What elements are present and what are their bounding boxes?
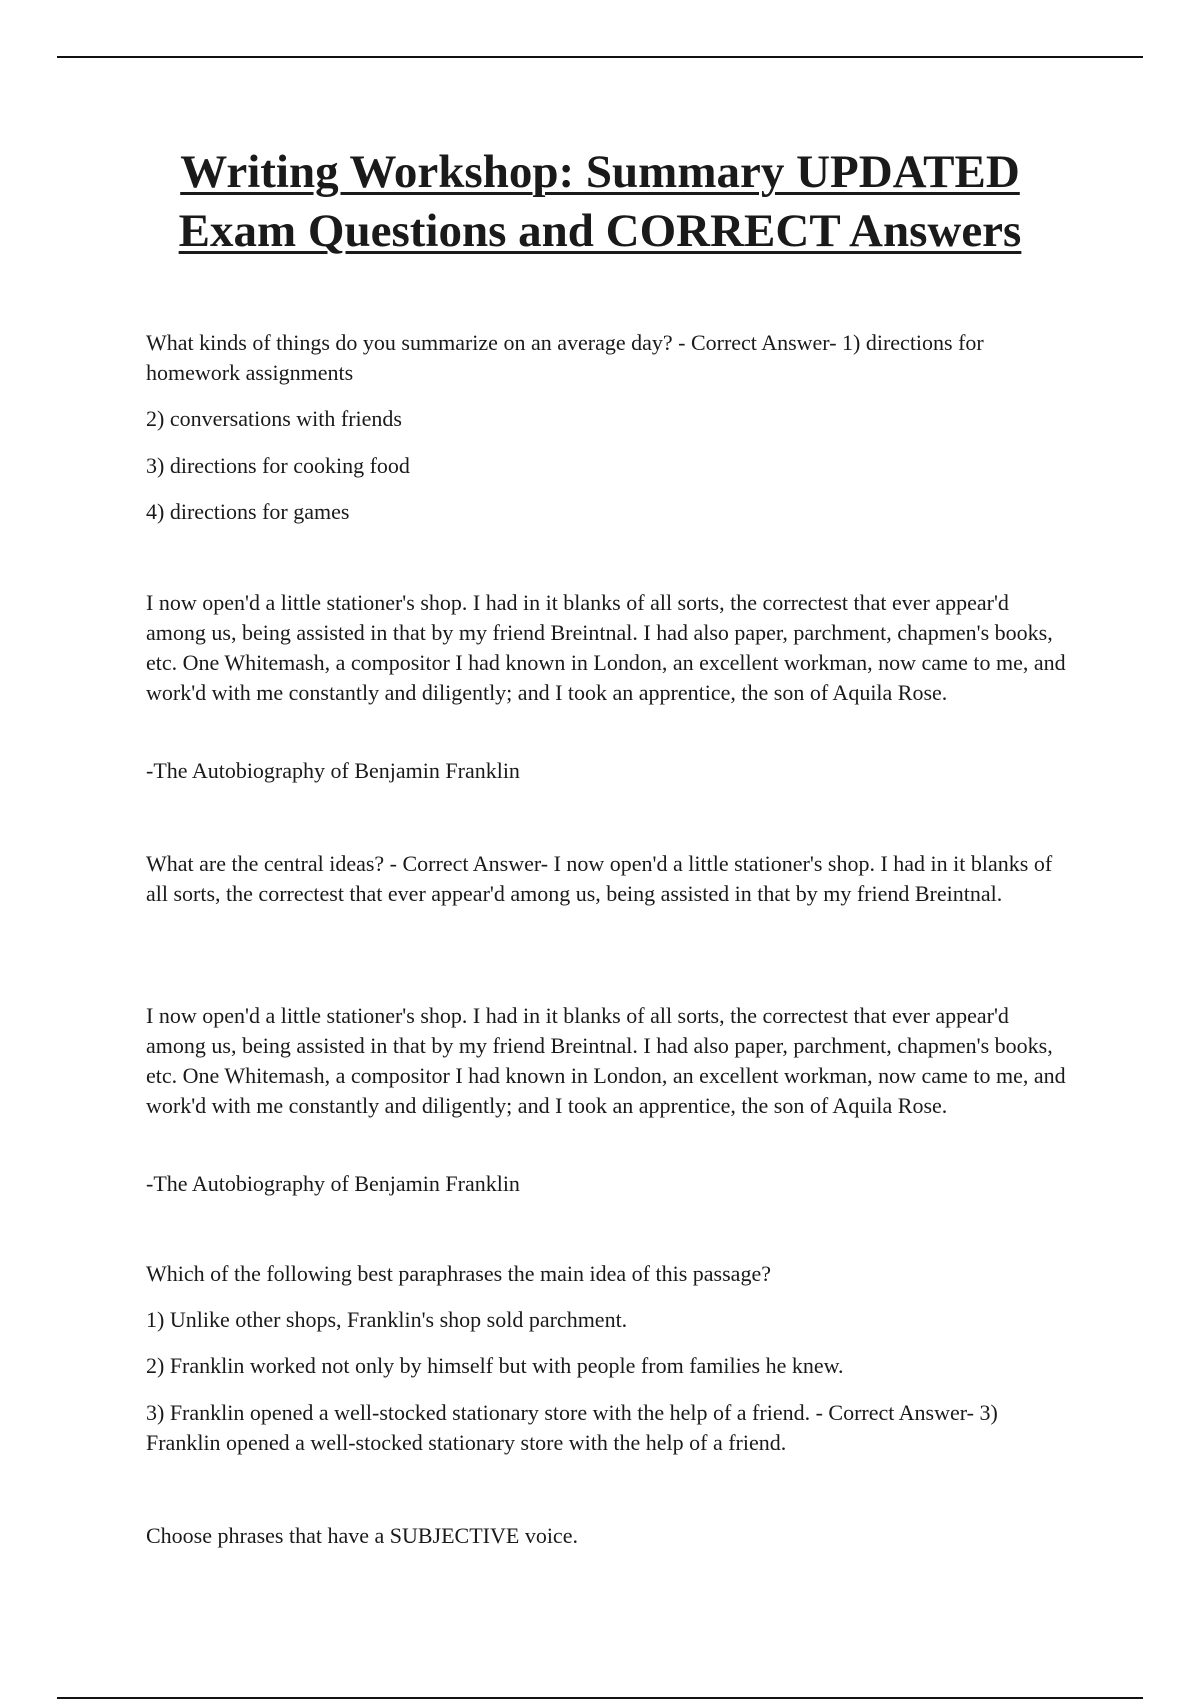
question-paragraph: Choose phrases that have a SUBJECTIVE voice. <box>146 1523 578 1548</box>
bottom-rule <box>57 1697 1143 1699</box>
top-rule <box>57 56 1143 58</box>
answer-list-item: 3) directions for cooking food <box>146 453 410 478</box>
title-line-1: Writing Workshop: Summary UPDATED <box>180 146 1020 198</box>
quoted-passage: I now open'd a little stationer's shop. I had in it blanks of all sorts, the correctest that ever appear'd among us, being assisted in that by my friend Breintnal. I had also paper, parchment, chapmen's books, etc. One Whitemash, a compositor I had known in London, an excellent workman, now came to me, and work'd with me constantly and diligently; and I took an apprentice, the son of Aquila Rose. <box>146 590 1066 705</box>
question-paragraph: Which of the following best paraphrases the main idea of this passage? <box>146 1261 771 1286</box>
title-line-2: Exam Questions and CORRECT Answers <box>178 205 1022 257</box>
answer-list-item: 2) conversations with friends <box>146 406 402 431</box>
citation: -The Autobiography of Benjamin Franklin <box>146 1171 520 1196</box>
answer-option: 3) Franklin opened a well-stocked stationary store with the help of a friend. - Correct Answer- 3) Franklin opened a well-stocked stationary store with the help of a friend. <box>146 1400 998 1455</box>
citation: -The Autobiography of Benjamin Franklin <box>146 758 520 783</box>
answer-list-item: 4) directions for games <box>146 499 350 524</box>
question-paragraph: What are the central ideas? - Correct Answer- I now open'd a little stationer's shop. I had in it blanks of all sorts, the correctest that ever appear'd among us, being assisted in that by my friend Breintnal. <box>146 851 1053 906</box>
answer-option: 1) Unlike other shops, Franklin's shop sold parchment. <box>146 1307 628 1332</box>
answer-option: 2) Franklin worked not only by himself but with people from families he knew. <box>146 1353 844 1378</box>
page-title <box>0 143 1200 261</box>
question-paragraph: What kinds of things do you summarize on an average day? - Correct Answer- 1) directions for homework assignments <box>146 330 984 385</box>
quoted-passage: I now open'd a little stationer's shop. I had in it blanks of all sorts, the correctest that ever appear'd among us, being assisted in that by my friend Breintnal. I had also paper, parchment, chapmen's books, etc. One Whitemash, a compositor I had known in London, an excellent workman, now came to me, and work'd with me constantly and diligently; and I took an apprentice, the son of Aquila Rose. <box>146 1003 1066 1118</box>
